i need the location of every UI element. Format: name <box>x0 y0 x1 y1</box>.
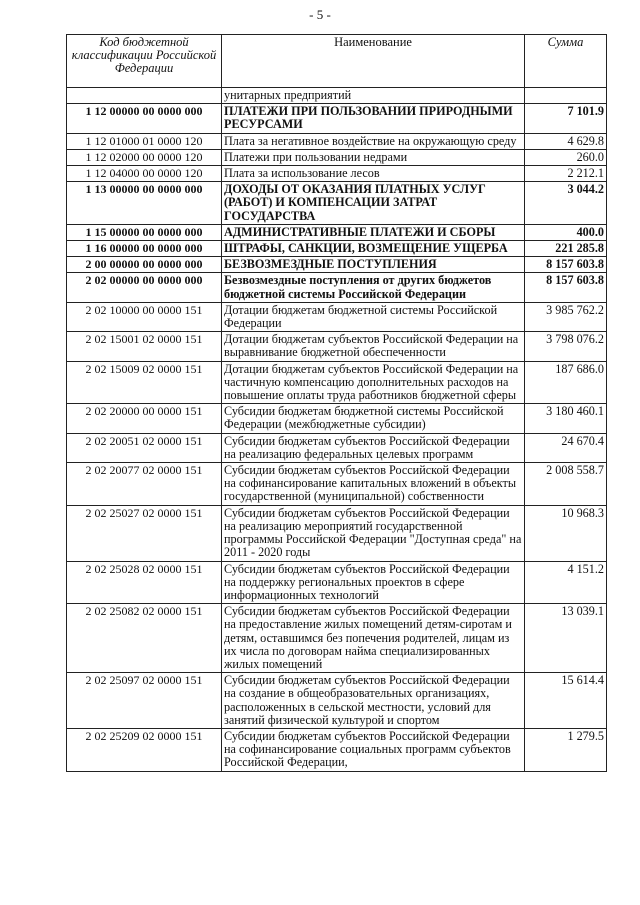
row-code: 2 02 25028 02 0000 151 <box>67 561 222 604</box>
row-name: АДМИНИСТРАТИВНЫЕ ПЛАТЕЖИ И СБОРЫ <box>222 224 525 240</box>
row-sum: 8 157 603.8 <box>525 257 607 273</box>
row-code: 1 12 02000 00 0000 120 <box>67 149 222 165</box>
row-name: Платежи при пользовании недрами <box>222 149 525 165</box>
row-sum: 2 008 558.7 <box>525 463 607 506</box>
table-row <box>67 302 607 331</box>
row-code: 2 00 00000 00 0000 000 <box>67 257 222 273</box>
table-row <box>67 561 607 604</box>
row-code: 2 02 00000 00 0000 000 <box>67 273 222 302</box>
table-row <box>67 505 607 561</box>
row-sum: 260.0 <box>525 149 607 165</box>
row-code: 2 02 20077 02 0000 151 <box>67 463 222 506</box>
row-code: 1 15 00000 00 0000 000 <box>67 224 222 240</box>
row-name: Субсидии бюджетам субъектов Российской Федерации на софинансирование капитальных вложений в объекты государственной (муниципальной) собственности <box>222 463 525 506</box>
row-code: 2 02 20000 00 0000 151 <box>67 404 222 433</box>
row-name: Безвозмездные поступления от других бюджетов бюджетной системы Российской Федерации <box>222 273 525 302</box>
row-name: Субсидии бюджетам субъектов Российской Федерации на реализацию мероприятий государственной программы Российской Федерации "Доступная среда" на 2011 - 2020 годы <box>222 505 525 561</box>
row-name: Субсидии бюджетам субъектов Российской Федерации на реализацию федеральных целевых программ <box>222 433 525 462</box>
row-name: Субсидии бюджетам субъектов Российской Федерации на софинансирование социальных программ субъектов Российской Федерации, <box>222 728 525 771</box>
row-name: Дотации бюджетам субъектов Российской Федерации на выравнивание бюджетной обеспеченности <box>222 332 525 361</box>
row-code: 2 02 25027 02 0000 151 <box>67 505 222 561</box>
row-name: ШТРАФЫ, САНКЦИИ, ВОЗМЕЩЕНИЕ УЩЕРБА <box>222 241 525 257</box>
row-sum: 1 279.5 <box>525 728 607 771</box>
table-row <box>67 273 607 302</box>
table-row <box>67 361 607 404</box>
table-row <box>67 332 607 361</box>
table-row <box>67 224 607 240</box>
row-name: Дотации бюджетам субъектов Российской Федерации на частичную компенсацию дополнительных расходов на повышение оплаты труда работников бюджетной сферы <box>222 361 525 404</box>
table-row <box>67 133 607 149</box>
table-row <box>67 433 607 462</box>
header-sum: Сумма <box>525 35 607 88</box>
page-number: - 5 - <box>309 7 331 22</box>
table-row <box>67 257 607 273</box>
row-name: Субсидии бюджетам субъектов Российской Федерации на создание в общеобразовательных организациях, расположенных в сельской местности, условий для занятий физической культурой и спортом <box>222 673 525 729</box>
row-name: БЕЗВОЗМЕЗДНЫЕ ПОСТУПЛЕНИЯ <box>222 257 525 273</box>
row-name: Субсидии бюджетам бюджетной системы Российской Федерации (межбюджетные субсидии) <box>222 404 525 433</box>
row-sum: 3 798 076.2 <box>525 332 607 361</box>
table-row <box>67 166 607 182</box>
row-code <box>67 88 222 104</box>
header-code: Код бюджетной классификации Российской Федерации <box>67 35 222 88</box>
row-sum: 187 686.0 <box>525 361 607 404</box>
row-sum: 4 629.8 <box>525 133 607 149</box>
row-code: 1 13 00000 00 0000 000 <box>67 182 222 225</box>
row-sum: 15 614.4 <box>525 673 607 729</box>
row-sum: 13 039.1 <box>525 604 607 673</box>
row-sum: 7 101.9 <box>525 104 607 133</box>
row-name: унитарных предприятий <box>222 88 525 104</box>
row-code: 2 02 25082 02 0000 151 <box>67 604 222 673</box>
row-code: 2 02 10000 00 0000 151 <box>67 302 222 331</box>
table-row <box>67 728 607 771</box>
table-row <box>67 404 607 433</box>
row-sum: 400.0 <box>525 224 607 240</box>
row-sum <box>525 88 607 104</box>
row-code: 2 02 25209 02 0000 151 <box>67 728 222 771</box>
table-row <box>67 149 607 165</box>
row-sum: 24 670.4 <box>525 433 607 462</box>
row-name: Плата за использование лесов <box>222 166 525 182</box>
table-row <box>67 673 607 729</box>
row-name: Плата за негативное воздействие на окружающую среду <box>222 133 525 149</box>
row-name: Субсидии бюджетам субъектов Российской Федерации на поддержку региональных проектов в сфере информационных технологий <box>222 561 525 604</box>
row-sum: 4 151.2 <box>525 561 607 604</box>
table-row <box>67 88 607 104</box>
row-sum: 10 968.3 <box>525 505 607 561</box>
row-sum: 3 180 460.1 <box>525 404 607 433</box>
row-sum: 8 157 603.8 <box>525 273 607 302</box>
table-row <box>67 182 607 225</box>
row-sum: 221 285.8 <box>525 241 607 257</box>
row-name: ПЛАТЕЖИ ПРИ ПОЛЬЗОВАНИИ ПРИРОДНЫМИ РЕСУРСАМИ <box>222 104 525 133</box>
table-row <box>67 604 607 673</box>
header-name: Наименование <box>222 35 525 88</box>
row-sum: 3 985 762.2 <box>525 302 607 331</box>
row-code: 2 02 25097 02 0000 151 <box>67 673 222 729</box>
table-header-row <box>67 35 607 88</box>
table-body <box>67 88 607 772</box>
row-code: 1 12 01000 01 0000 120 <box>67 133 222 149</box>
row-name: ДОХОДЫ ОТ ОКАЗАНИЯ ПЛАТНЫХ УСЛУГ (РАБОТ) И КОМПЕНСАЦИИ ЗАТРАТ ГОСУДАРСТВА <box>222 182 525 225</box>
table-row <box>67 104 607 133</box>
row-sum: 2 212.1 <box>525 166 607 182</box>
budget-table <box>66 34 607 772</box>
row-name: Субсидии бюджетам субъектов Российской Федерации на предоставление жилых помещений детям-сиротам и детям, оставшимся без попечения родителей, лицам из их числа по договорам найма специализированных жилых помещений <box>222 604 525 673</box>
row-sum: 3 044.2 <box>525 182 607 225</box>
row-name: Дотации бюджетам бюджетной системы Российской Федерации <box>222 302 525 331</box>
row-code: 1 12 00000 00 0000 000 <box>67 104 222 133</box>
table-row <box>67 241 607 257</box>
row-code: 2 02 20051 02 0000 151 <box>67 433 222 462</box>
row-code: 1 12 04000 00 0000 120 <box>67 166 222 182</box>
row-code: 2 02 15001 02 0000 151 <box>67 332 222 361</box>
table-row <box>67 463 607 506</box>
row-code: 1 16 00000 00 0000 000 <box>67 241 222 257</box>
row-code: 2 02 15009 02 0000 151 <box>67 361 222 404</box>
